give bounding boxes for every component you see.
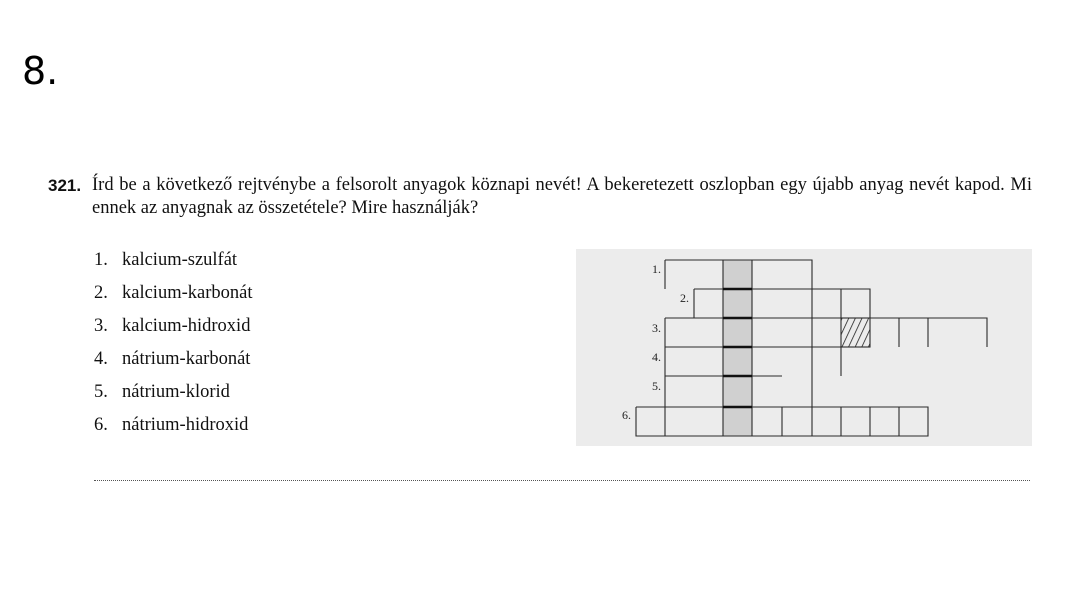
row-label: 4.	[652, 350, 661, 364]
item-number: 5.	[94, 382, 108, 402]
list-item	[94, 277, 252, 310]
list-item	[94, 376, 252, 409]
crossword-puzzle	[576, 249, 1032, 446]
row-label: 2.	[680, 291, 689, 305]
list-item	[94, 409, 252, 442]
item-number: 3.	[94, 316, 108, 336]
item-number: 2.	[94, 283, 108, 303]
hatched-cell	[841, 318, 870, 347]
row-label: 3.	[652, 321, 661, 335]
row-label: 5.	[652, 379, 661, 393]
item-number: 1.	[94, 250, 108, 270]
grid-lines	[636, 260, 987, 436]
row-label: 1.	[652, 262, 661, 276]
list-item	[94, 244, 252, 277]
substance-list	[94, 244, 252, 442]
item-number: 6.	[94, 415, 108, 435]
item-label: kalcium-hidroxid	[122, 316, 251, 336]
item-label: nátrium-klorid	[122, 382, 230, 402]
answer-line[interactable]	[94, 480, 1030, 481]
crossword-grid	[576, 249, 1032, 446]
item-label: kalcium-karbonát	[122, 283, 253, 303]
list-item	[94, 343, 252, 376]
item-label: nátrium-hidroxid	[122, 415, 249, 435]
item-label: kalcium-szulfát	[122, 250, 238, 270]
list-item	[94, 310, 252, 343]
page-number: 8.	[22, 49, 59, 93]
item-label: nátrium-karbonát	[122, 349, 251, 369]
row-label: 6.	[622, 408, 631, 422]
item-number: 4.	[94, 349, 108, 369]
task-instructions: Írd be a következő rejtvénybe a felsorolt anyagok köznapi nevét! A bekeretezett oszlopban egy újabb anyag nevét kapod. Mi ennek az anyagnak az összetétele? Mire használják?	[92, 175, 1032, 218]
task-number: 321.	[48, 176, 82, 195]
